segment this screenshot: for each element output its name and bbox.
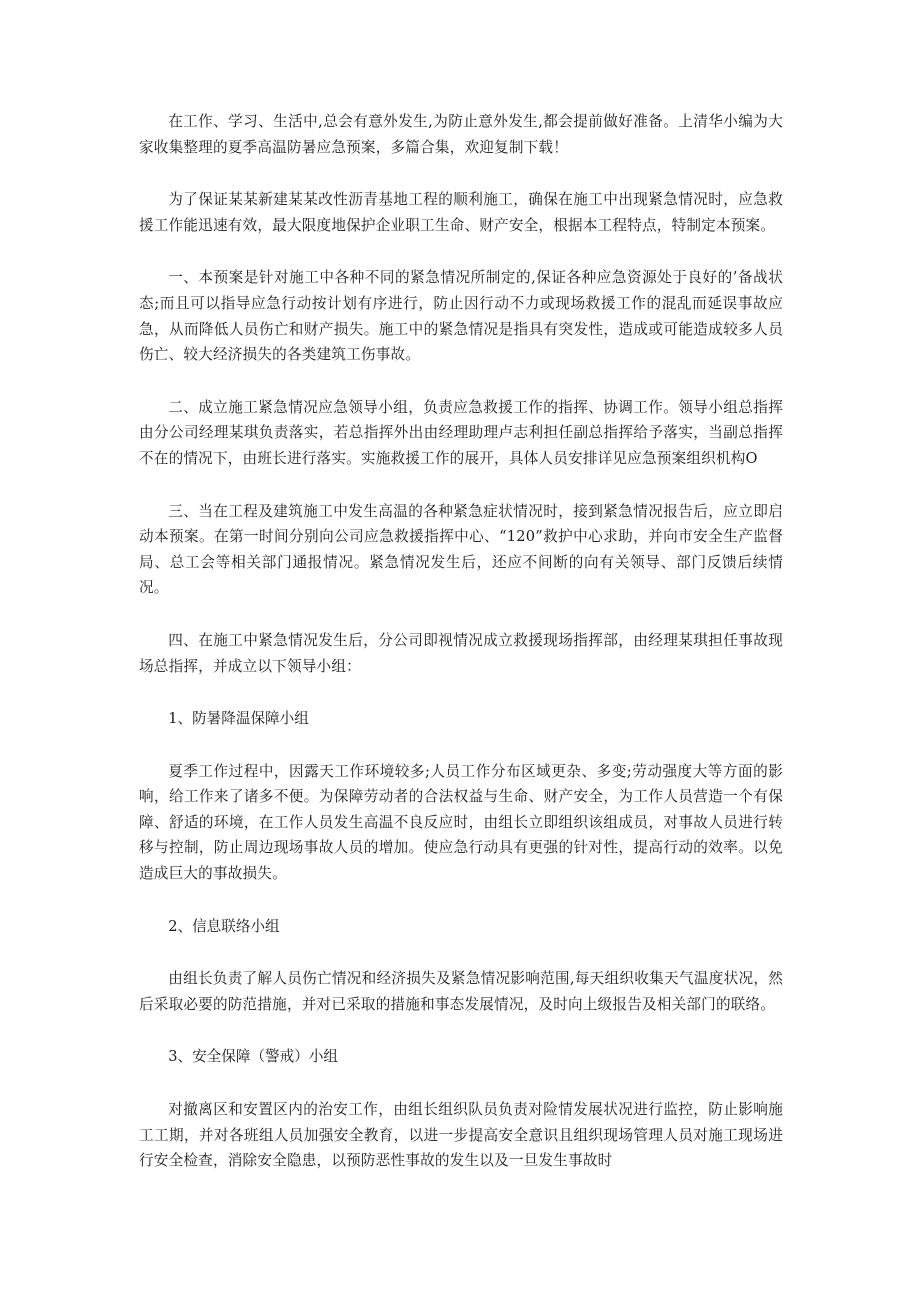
paragraph-section-3: 三、当在工程及建筑施工中发生高温的各种紧急症状情况时，接到紧急情况报告后，应立即启动本预案。在第一时间分别向公司应急救援指挥中心、“120”救护中心求助，并向市安全生产监督局、总工会等相关部门通报情况。紧急情况发生后，还应不间断的向有关领导、部门反馈后续情况。 [139,502,783,597]
heading-security-group: 3、安全保障（警戒）小组 [168,1048,339,1066]
paragraph-section-1: 一、本预案是针对施工中各种不同的紧急情况所制定的,保证各种应急资源处于良好的’备战状态;而且可以指导应急行动按计划有序进行，防止因行动不力或现场救援工作的混乱而延误事故应急，从而降低人员伤亡和财产损失。施工中的紧急情况是指具有突发性，造成或可能造成较多人员伤亡、较大经济损失的各类建筑工伤事故。 [139,269,783,364]
paragraph-cooling-group: 夏季工作过程中，因露天工作环境较多;人员工作分布区域更杂、多变;劳动强度大等方面的影响，给工作来了诸多不便。为保障劳动者的合法权益与生命、财产安全，为工作人员营造一个有保障、舒适的环境，在工作人员发生高温不良反应时，由组长立即组织该组成员，对事故人员进行转移与控制，防止周边现场事故人员的增加。使应急行动具有更强的针对性，提高行动的效率。以免造成巨大的事故损失。 [139,762,783,883]
document-body [139,109,783,1201]
paragraph-security-group: 对撤离区和安置区内的治安工作，由组长组织队员负责对险情发展状况进行监控，防止影响施工工期，并对各班组人员加强安全教育，以进一步提高安全意识且组织现场管理人员对施工现场进行安全检查，消除安全隐患，以预防恶性事故的发生以及一旦发生事故时 [139,1101,783,1170]
paragraph-section-4: 四、在施工中紧急情况发生后，分公司即视情况成立救援现场指挥部，由经理某琪担任事故现场总指挥，并成立以下领导小组： [139,631,783,675]
paragraph-section-2: 二、成立施工紧急情况应急领导小组，负责应急救援工作的指挥、协调工作。领导小组总指挥由分公司经理某琪负责落实，若总指挥外出由经理助理卢志利担任副总指挥给予落实，当副总指挥不在的情况下，由班长进行落实。实施救援工作的展开，具体人员安排详见应急预案组织机构O [139,398,783,467]
paragraph-liaison-group: 由组长负责了解人员伤亡情况和经济损失及紧急情况影响范围,每天组织收集天气温度状况，然后采取必要的防范措施，并对已采取的措施和事态发展情况，及时向上级报告及相关部门的联络。 [139,970,783,1013]
heading-cooling-group: 1、防暑降温保障小组 [168,710,309,728]
paragraph-purpose: 为了保证某某新建某某改性沥青基地工程的顺利施工，确保在施工中出现紧急情况时，应急救援工作能迅速有效，最大限度地保护企业职工生命、财产安全，根据本工程特点，特制定本预案。 [139,191,783,234]
heading-liaison-group: 2、信息联络小组 [168,917,280,935]
paragraph-intro: 在工作、学习、生活中,总会有意外发生,为防止意外发生,都会提前做好准备。上清华小编为大家收集整理的夏季高温防暑应急预案，多篇合集，欢迎复制下载！ [139,113,783,156]
